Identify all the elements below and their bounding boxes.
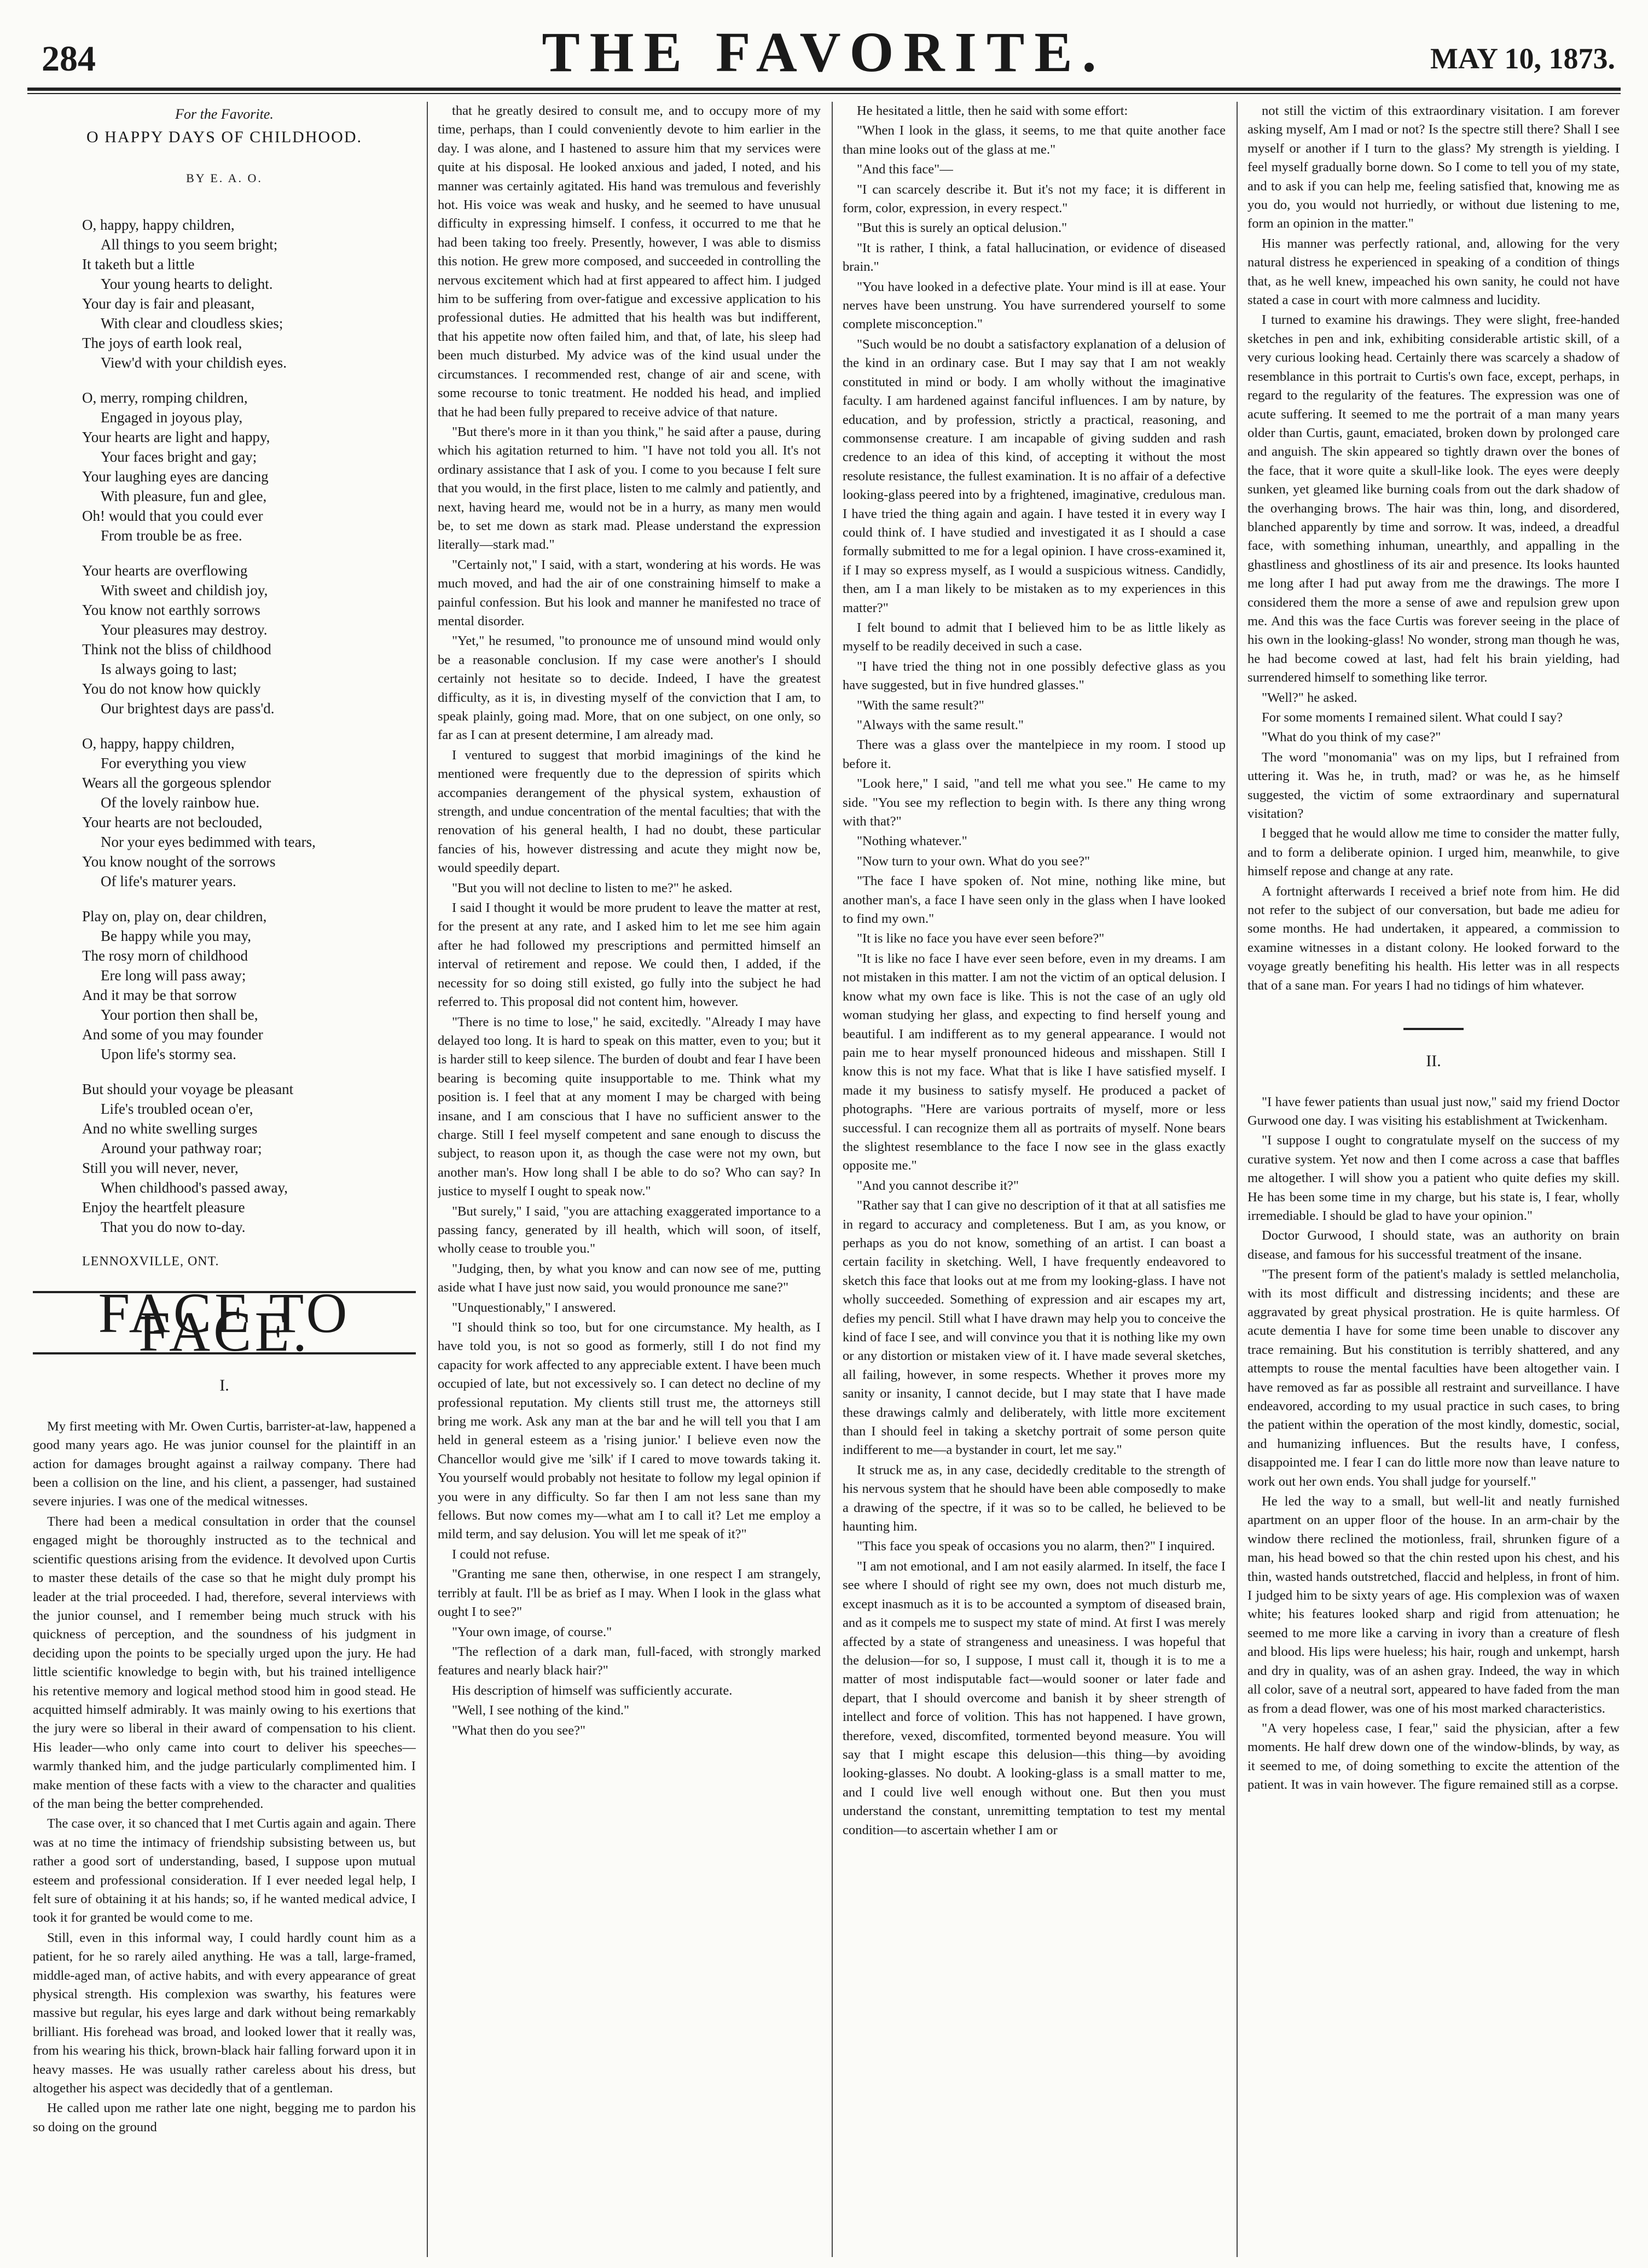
poem-line: Your pleasures may destroy.	[101, 621, 268, 638]
poem-line: And no white swelling surges	[82, 1120, 258, 1137]
paragraph: Still, even in this informal way, I could hardly count him as a patient, for he so rarely ailed anything. He was a tall, large-framed, middle-aged man, of active habits, and with every appearance of great physical strength. His complexion was swarthy, his features were massive but regular, his eyes large and dark without being remarkably brilliant. His forehead was broad, and looked lower that it really was, from his wearing his thick, brown-black hair falling forward upon it in heavy masses. He was usually rather careless about his dress, but altogether his aspect was decidedly that of a gentleman.	[33, 1930, 416, 2096]
poem-line: Your day is fair and pleasant,	[82, 295, 255, 312]
poem-line: Play on, play on, dear children,	[82, 908, 267, 925]
paragraph: "I can scarcely describe it. But it's not my face; it is different in form, color, expression, in every respect."	[843, 182, 1226, 216]
poem-line: But should your voyage be pleasant	[82, 1081, 294, 1098]
poem-line: With pleasure, fun and glee,	[101, 488, 267, 505]
poem-line: You know not earthly sorrows	[82, 602, 260, 619]
column-rule	[427, 102, 428, 2257]
paragraph: "But this is surely an optical delusion."	[857, 220, 1067, 236]
paragraph: "I suppose I ought to congratulate myself on the success of my curative system. Yet now and then I come across a case that baffles me altogether. I will show you a patient who quite defies my skill. He has been some time in my charge, but his state is, I fear, wholly irremediable. I should be glad to have your opinion."	[1247, 1133, 1620, 1223]
paragraph: "The face I have spoken of. Not mine, nothing like mine, but another man's, a face I have seen only in the glass when I have looked to find my own."	[843, 874, 1226, 927]
paragraph: "It is rather, I think, a fatal hallucination, or evidence of diseased brain."	[843, 240, 1226, 275]
column-rule	[1237, 102, 1238, 2257]
poem-title: O HAPPY DAYS OF CHILDHOOD.	[86, 128, 362, 147]
poem-line: Your faces bright and gay;	[101, 449, 257, 466]
paragraph: His manner was perfectly rational, and, allowing for the very natural distress he experienced in speaking of a condition of things that, as he well knew, impeached his own sanity, he could not have stated a case in court with more calmness and lucidity.	[1247, 236, 1620, 308]
paragraph: "With the same result?"	[857, 697, 984, 713]
story-title: FACE TO FACE.	[33, 1291, 416, 1355]
poem-line: The joys of earth look real,	[82, 335, 242, 352]
header-rule-thin	[27, 93, 1621, 94]
story-text	[843, 102, 1226, 1840]
poem-stanza	[33, 388, 416, 545]
story-text	[438, 102, 821, 1740]
newspaper-title: THE FAVORITE.	[542, 21, 1106, 84]
paragraph: "There is no time to lose," he said, excitedly. "Already I may have delayed too long. It is hard to speak on this matter, even to you; but it is harder still to keep silence. The burden of doubt and fear I have been bearing is becoming quite insupportable to me. Think what my position is. I feel that at any moment I may be charged with being insane, and I am conscious that I have no sufficient answer to the charge. Still I feel myself competent and sane enough to discuss the subject, to reason upon it, as though the case were not my own, but another man's. How long shall I be able to do so? Who can say? In justice to myself I ought to speak now."	[438, 1014, 821, 1199]
paragraph: "And you cannot describe it?"	[857, 1178, 1019, 1193]
paragraph: "What do you think of my case?"	[1262, 730, 1441, 745]
poem-line: O, merry, romping children,	[82, 389, 248, 406]
poem-line: Your portion then shall be,	[101, 1007, 258, 1023]
paragraph: "Now turn to your own. What do you see?"	[857, 853, 1090, 869]
paragraph: I said I thought it would be more prudent to leave the matter at rest, for the present at any rate, and I asked him to let me see him again after he had followed my prescriptions and permitted himself an interval of retirement and repose. We could then, I added, if the necessity for so doing still existed, go fully into the subject he had referred to. This proposal did not content him, however.	[438, 900, 821, 1010]
poem-line: View'd with your childish eyes.	[101, 354, 287, 371]
paragraph: "Yet," he resumed, "to pronounce me of unsound mind would only be a reasonable conclusion. If my case were another's I should certainly not hesitate so to decide. Indeed, I have the greatest difficulty, as it is, in divesting myself of the conviction that I am, to speak plainly, going mad. More, that on one subject, on one only, so far as I can at present determine, I am already mad.	[438, 633, 821, 743]
paragraph: It struck me as, in any case, decidedly creditable to the strength of his nervous system that he should have been able composedly to make a drawing of the spectre, if it was so to be called, he believed to be haunting him.	[843, 1462, 1226, 1534]
poem-line: The rosy morn of childhood	[82, 947, 248, 964]
poem-line: From trouble be as free.	[101, 527, 242, 544]
paragraph: "And this face"—	[857, 162, 953, 177]
paragraph: not still the victim of this extraordinary visitation. I am forever asking myself, Am I mad or not? Is the spectre still there? Shall I see myself or another if I turn to the glass? My strength is yielding. I feel myself gradually borne down. So I come to tell you of my state, and to ask if you can help me, feeling satisfied that, knowing me as you do, you would not hurriedly, or without due listening to me, form an opinion in the matter."	[1247, 103, 1620, 231]
story-text	[33, 1417, 416, 2137]
paragraph: "Certainly not," I said, with a start, wondering at his words. He was much moved, and had the air of one constraining himself to make a painful confession. But his look and manner he manifested no trace of mental disorder.	[438, 557, 821, 629]
poem-line: Of the lovely rainbow hue.	[101, 794, 260, 811]
paragraph: "Such would be no doubt a satisfactory explanation of a delusion of the kind in an ordinary case. But I may say that I am not weakly constituted in mind or body. I am wholly without the imaginative faculty. I am hardened against fanciful influences. I am by nature, by education, and by profession, strictly a practical, reasoning, and commonsense creature. I am incapable of giving sudden and rash credence to an idea of this kind, of accepting it without the most resolute resistance, the fullest examination. It is no affair of a defective looking-glass peered into by a frightened, imaginative, credulous man. I have tried the thing again and again. I have tested it in every way I could think of. I have studied and investigated it as I should a case formally submitted to me for a legal opinion. I have cross-examined it, if I may so express myself, as I would a suspicious witness. Candidly, then, am I a man likely to be mistaken as to my experiences in this matter?"	[843, 336, 1226, 615]
poem-line: Your young hearts to delight.	[101, 276, 273, 293]
paragraph: "Rather say that I can give no description of it that at all satisfies me in regard to accuracy and completeness. But I am, as you know, or perhaps as you do not know, something of an artist. I can boast a certain facility in sketching. Well, I have frequently endeavored to sketch this face that looks out at me from my looking-glass. I have not wholly succeeded. Something of expression and air escapes my art, defies my pencil. Still what I have drawn may help you to conceive the kind of face I see, and will convince you that it is nothing like my own or any distortion or mistaken view of it. I have made several sketches, all failing, however, in some respects. Whether it proves more my sanity or insanity, I cannot decide, but I may state that I have made these drawings calmly and deliberately, with little more excitement than I should feel in taking a sketchy portrait of some person quite indifferent to me—a bystander in court, let me say."	[843, 1198, 1226, 1458]
poem-line: And it may be that sorrow	[82, 987, 237, 1004]
poem-line: It taketh but a little	[82, 256, 195, 273]
poem-stanza	[33, 906, 416, 1064]
poem-line: Ere long will pass away;	[101, 967, 246, 984]
poem-line: All things to you seem bright;	[101, 236, 278, 253]
paragraph: I could not refuse.	[452, 1546, 550, 1562]
paragraph: "I have tried the thing not in one possibly defective glass as you have suggested, but in five hundred glasses."	[843, 659, 1226, 693]
poem-line: Is always going to last;	[101, 661, 237, 678]
paragraph: "A very hopeless case, I fear," said the physician, after a few moments. He half drew down one of the window-blinds, by way, as it seemed to me, of doing something to excite the attention of the patient. It was in vain however. The figure remained still as a corpse.	[1247, 1720, 1620, 1793]
paragraph: His description of himself was sufficiently accurate.	[452, 1683, 733, 1698]
paragraph: "You have looked in a defective plate. Your mind is ill at ease. Your nerves have been unstrung. You have surrendered yourself to some complete misconception."	[843, 279, 1226, 332]
paragraph: There had been a medical consultation in order that the counsel engaged might be thoroughly instructed as to the technical and scientific questions arising from the evidence. It devolved upon Curtis to master these details of the case so that he might duly prompt his leader at the trial proceeded. I had, therefore, several interviews with the junior counsel, and I remember being much struck with his quickness of perception, and the soundness of his judgment in deciding upon the points to be specially urged upon the jury. He had little scientific knowledge to begin with, but his trained intelligence his retentive memory and logical method stood him in good stead. He acquitted himself admirably. It was mainly owing to his exertions that the jury were so liberal in their award of compensation to his client. His leader—who only came into court to deliver his speeches—warmly thanked him, and the judge particularly complimented him. I make mention of these facts with a view to the character and qualities of the man being the better comprehended.	[33, 1514, 416, 1811]
poem-stanza	[33, 1079, 416, 1237]
poem-line: Upon life's stormy sea.	[101, 1046, 236, 1063]
poem-line: With clear and cloudless skies;	[101, 315, 283, 332]
poem-line: Oh! would that you could ever	[82, 508, 263, 525]
section-divider	[1403, 1028, 1464, 1030]
poem-place: LENNOXVILLE, ONT.	[82, 1254, 219, 1269]
paragraph: There was a glass over the mantelpiece in my room. I stood up before it.	[843, 737, 1226, 771]
column-1	[33, 102, 416, 2257]
paragraph: "Look here," I said, "and tell me what you see." He came to my side. "You see my reflection to begin with. Is there any thing wrong with that?"	[843, 776, 1226, 829]
poem-line: Your hearts are light and happy,	[82, 429, 270, 446]
paragraph: "But surely," I said, "you are attaching exaggerated importance to a passing fancy, generated by ill health, which will soon, of itself, wholly cease to trouble you."	[438, 1203, 821, 1257]
poem-line: O, happy, happy children,	[82, 735, 235, 752]
paragraph: "This face you speak of occasions you no alarm, then?" I inquired.	[857, 1539, 1215, 1554]
paragraph: "It is like no face you have ever seen before?"	[857, 931, 1105, 946]
paragraph: "Nothing whatever."	[857, 834, 967, 849]
poem-line: For everything you view	[101, 755, 247, 772]
issue-date: MAY 10, 1873.	[1430, 42, 1615, 75]
paragraph: For some moments I remained silent. What could I say?	[1262, 710, 1563, 725]
poem-line: Our brightest days are pass'd.	[101, 700, 275, 717]
header-rule	[27, 88, 1621, 91]
paragraph: "Well, I see nothing of the kind."	[452, 1703, 630, 1718]
poem-stanza	[33, 215, 416, 373]
column-2	[438, 102, 821, 2257]
paragraph: "Your own image, of course."	[452, 1624, 612, 1639]
paragraph: "It is like no face I have ever seen before, even in my dreams. I am not mistaken in this matter. I am not the victim of an optical delusion. I know what my own face is like. This is not the case of an ugly old woman studying her glass, and expecting to find herself young and beautiful. I am indifferent as to my general appearance. I would not pain me to hear myself pronounced hideous and misshapen. Still I know this is not my face. What that is like I have satisfied myself. I made it my business to satisfy myself. He produced a packet of photographs. "Here are various portraits of myself, more or less successful. I can recognize them all as portraits of myself. None bears the slightest resemblance to the face I now see in the glass exactly opposite me."	[843, 951, 1226, 1173]
paragraph: "Unquestionably," I answered.	[452, 1300, 616, 1315]
paragraph: that he greatly desired to consult me, and to occupy more of my time, perhaps, than I could conveniently devote to him earlier in the day. I was alone, and I hastened to assure him that my services were quite at his disposal. He looked anxious and jaded, I noted, and his manner was certainly agitated. His hand was tremulous and feverishly hot. His voice was weak and husky, and he seemed to have unusual difficulty in expressing himself. I confess, it occurred to me that he had been taking too freely. Presently, however, I was able to dismiss this notion. He grew more composed, and succeeded in controlling the nervous excitement which had at first appeared to affect him. I judged him to be suffering from over-fatigue and excessive application to his professional duties. He admitted that his health was but indifferent, that his appetite now often failed him, and that, of late, his sleep had been much disturbed. My advice was of the kind usual under the circumstances. I recommended rest, change of air and scene, with some recourse to tonic treatment. He nodded his head, and implied that he had been fully prepared to receive advice of that nature.	[438, 103, 821, 420]
poem-line: Be happy while you may,	[101, 928, 251, 945]
column-rule	[832, 102, 833, 2257]
paragraph: He hesitated a little, then he said with some effort:	[857, 103, 1128, 118]
poem-line: Engaged in joyous play,	[101, 409, 243, 426]
paragraph: "When I look in the glass, it seems, to me that quite another face than mine looks out of the glass at me."	[843, 123, 1226, 157]
paragraph: He led the way to a small, but well-lit and neatly furnished apartment on an upper floor of the house. In an arm-chair by the window there reclined the motionless, frail, shrunken figure of a man, his head bowed so that the chin rested upon his chest, and his thin, wasted hands outstretched, flaccid and helpless, in front of him. I judged him to be sixty years of age. His complexion was of waxen white; his features looked sharp and rigid from attenuation; he seemed to me more like a carving in ivory than a creature of flesh and blood. His lips were hueless; his hair, rough and unkempt, harsh and dry in quality, was of an ashen gray. Indeed, the way in which all color, save of a neutral sort, appeared to have faded from the man as from a dead flower, was one of his most marked characteristics.	[1247, 1494, 1620, 1716]
paragraph: "Always with the same result."	[857, 718, 1024, 732]
poem-line: O, happy, happy children,	[82, 217, 235, 234]
paragraph: "What then do you see?"	[452, 1723, 586, 1738]
poem-body	[33, 215, 416, 1237]
paragraph: "I have fewer patients than usual just now," said my friend Doctor Gurwood one day. I was visiting his establishment at Twickenham.	[1247, 1094, 1620, 1128]
paragraph: He called upon me rather late one night, begging me to pardon his so doing on the ground	[33, 2101, 416, 2135]
masthead	[22, 5, 1626, 88]
story-text	[1247, 1093, 1620, 1795]
page-number: 284	[42, 39, 96, 79]
paragraph: "Granting me sane then, otherwise, in one respect I am strangely, terribly at fault. I'll be as brief as I may. When I look in the glass what ought I to see?"	[438, 1567, 821, 1620]
poem-stanza	[33, 561, 416, 718]
column-3	[843, 102, 1226, 2257]
paragraph: I ventured to suggest that morbid imaginings of the kind he mentioned were frequently due to the depression of spirits which accompanies derangement of the physical system, exhaustion of strength, and undue concentration of the mental faculties; that with the renovation of his general health, I had no doubt, these particular fancies of his, however distressing and acute they might now be, would speedily depart.	[438, 747, 821, 876]
section-number: II.	[1426, 1052, 1441, 1071]
paragraph: I turned to examine his drawings. They were slight, free-handed sketches in pen and ink, exhibiting considerable artistic skill, of a very curious looking head. Certainly there was scarcely a shadow of resemblance in this portrait to Curtis's own face, except, perhaps, in regard to the regularity of the features. The expression was one of acute suffering. It seemed to me the portrait of a man many years older than Curtis, gaunt, emaciated, broken down by prolonged care and anguish. The skin appeared so tightly drawn over the bones of the face, that it wore quite a skull-like look. The eyes were deeply sunken, yet gleamed like burning coals from out the dark shadow of the overhanging brows. The hair was thin, long, and disordered, blanched apparently by time and sorrow. It was, indeed, a dreadful face, with something inhuman, unearthly, and appalling in the ghastliness and ghostliness of its air and presence. Its looks haunted me long after I had put away from me the drawings. The more I considered them the more a sense of awe and repulsion grew upon me. And this was the face Curtis was forever seeing in the place of his own in the looking-glass! No wonder, strong man though he was, he had become cowed at last, had felt his brain yielding, had surrendered himself to something like terror.	[1247, 312, 1620, 685]
paragraph: My first meeting with Mr. Owen Curtis, barrister-at-law, happened a good many years ago. He was junior counsel for the plaintiff in an action for damages brought against a railway company. There had been a collision on the line, and his client, a passenger, had sustained severe injuries. I was one of the medical witnesses.	[33, 1418, 416, 1509]
paragraph: The word "monomania" was on my lips, but I refrained from uttering it. Was he, in truth, mad? or was he, as he himself suggested, the victim of some extraordinary and supernatural visitation?	[1247, 749, 1620, 822]
paragraph: The case over, it so chanced that I met Curtis again and again. There was at no time the intimacy of friendship subsisting between us, but rather a good sort of understanding, based, I suppose upon mutual esteem and professional consideration. If I ever needed legal help, I felt sure of obtaining it at his hands; so, if he wanted medical advice, I took it for granted be would come to me.	[33, 1816, 416, 1926]
poem-author: BY E. A. O.	[186, 171, 263, 185]
poem-line: Enjoy the heartfelt pleasure	[82, 1199, 245, 1216]
column-4	[1247, 102, 1620, 2257]
poem-line: You know nought of the sorrows	[82, 853, 276, 870]
paragraph: "Judging, then, by what you know and can now see of me, putting aside what I have just now said, you would pronounce me sane?"	[438, 1261, 821, 1295]
poem-line: Life's troubled ocean o'er,	[101, 1101, 253, 1118]
paragraph: "But there's more in it than you think," he said after a pause, during which his agitation returned to him. "I have not told you all. It's not ordinary assistance that I ask of you. I come to you because I felt sure that you would, in the first place, listen to me calmly and patiently, and next, having heard me, would not be in a hurry, as many men would be, to set me down as stark mad. Please understand the expression literally—stark mad."	[438, 424, 821, 553]
paragraph: "I should think so too, but for one circumstance. My health, as I have told you, is not so good as formerly, still I do not find my capacity for work affected to any appreciable extent. I have been much occupied of late, but not excessively so. I can detect no decline of my professional reputation. My clients still trust me, the attorneys still bring me work. Ask any man at the bar and he will tell you that I am held in general esteem as a 'rising junior.' I believe even now the Chancellor would give me 'silk' if I cared to move towards taking it. You yourself would probably not hesitate to follow my legal opinion if you were in any difficulty. So far then I am not less sane than my fellows. But now comes my—what am I to call it? Let me employ a mild term, and say delusion. You will let me speak of it?"	[438, 1320, 821, 1542]
poem-line: Of life's maturer years.	[101, 873, 236, 890]
poem-line: When childhood's passed away,	[101, 1179, 288, 1196]
poem-line: Your laughing eyes are dancing	[82, 468, 269, 485]
section-number: I.	[219, 1376, 229, 1395]
paragraph: I begged that he would allow me time to consider the matter fully, and to form a deliberate opinion. I urged him, meanwhile, to give himself repose and change at any rate.	[1247, 826, 1620, 879]
paragraph: I felt bound to admit that I believed him to be as little likely as myself to be readily deceived in such a case.	[843, 620, 1226, 654]
paragraph: A fortnight afterwards I received a brief note from him. He did not refer to the subject of our conversation, but bade me adieu for some months. He had undertaken, it appeared, a commission to examine witnesses in a distant colony. He looked forward to the voyage greatly benefiting his health. His letter was in all respects that of a sane man. For years I had no tidings of him whatever.	[1247, 883, 1620, 993]
paragraph: "But you will not decline to listen to me?" he asked.	[452, 880, 733, 895]
paragraph: "Well?" he asked.	[1262, 690, 1357, 705]
story-text	[1247, 102, 1620, 995]
paragraph: "The reflection of a dark man, full-faced, with strongly marked features and nearly black hair?"	[438, 1644, 821, 1678]
poem-line: That you do now to-day.	[101, 1219, 246, 1236]
poem-dedication: For the Favorite.	[175, 106, 274, 122]
poem-line: You do not know how quickly	[82, 681, 261, 697]
poem-line: And some of you may founder	[82, 1026, 263, 1043]
poem-line: With sweet and childish joy,	[101, 582, 268, 599]
poem-line: Your hearts are not beclouded,	[82, 814, 263, 831]
paragraph: "I am not emotional, and I am not easily alarmed. In itself, the face I see where I should of right see my own, does not much disturb me, except inasmuch as it is to be accounted a symptom of diseased brain, and as it compels me to suspect my state of mind. At first I was merely affected by a state of strangeness and uneasiness. I was hopeful that the delusion—for so, I suppose, I must call it, though it is to me a matter of most indisputable fact—would sooner or later fade and depart, that I should overcome and banish it by sheer strength of intellect and force of volition. This has not happened. I have grown, therefore, vexed, discomfited, tormented beyond measure. You will say that I might escape this delusion—this thing—by avoiding looking-glasses. No doubt. A looking-glass is a small matter to me, and I could live well enough without one. But then you must understand the constant, unremitting temptation to test my mental condition—to ascertain whether I am or	[843, 1558, 1226, 1837]
poem-line: Wears all the gorgeous splendor	[82, 775, 271, 792]
paragraph: "The present form of the patient's malady is settled melancholia, with its most difficult and distressing incidents; and these are aggravated by great physical prostration. He is quite harmless. Of acute dementia I have for some time been unable to discover any trace remaining. But his constitution is terribly shattered, and any attempts to rouse the mental faculties have been altogether vain. I have removed as far as possible all restraint and surveillance. I have endeavored, according to my usual practice in such cases, to bring the patient within the operation of the most kindly, domestic, social, and humanizing influences. But the results have, I confess, disappointed me. I fear I can do little more now than leave nature to work out her own ends. You shall judge for yourself."	[1247, 1267, 1620, 1489]
poem-line: Think not the bliss of childhood	[82, 641, 271, 658]
poem-line: Around your pathway roar;	[101, 1140, 262, 1157]
poem-line: Your hearts are overflowing	[82, 562, 248, 579]
poem-stanza	[33, 734, 416, 891]
paragraph: Doctor Gurwood, I should state, was an authority on brain disease, and famous for his successful treatment of the insane.	[1247, 1228, 1620, 1262]
poem-line: Nor your eyes bedimmed with tears,	[101, 834, 316, 851]
poem-line: Still you will never, never,	[82, 1160, 239, 1177]
